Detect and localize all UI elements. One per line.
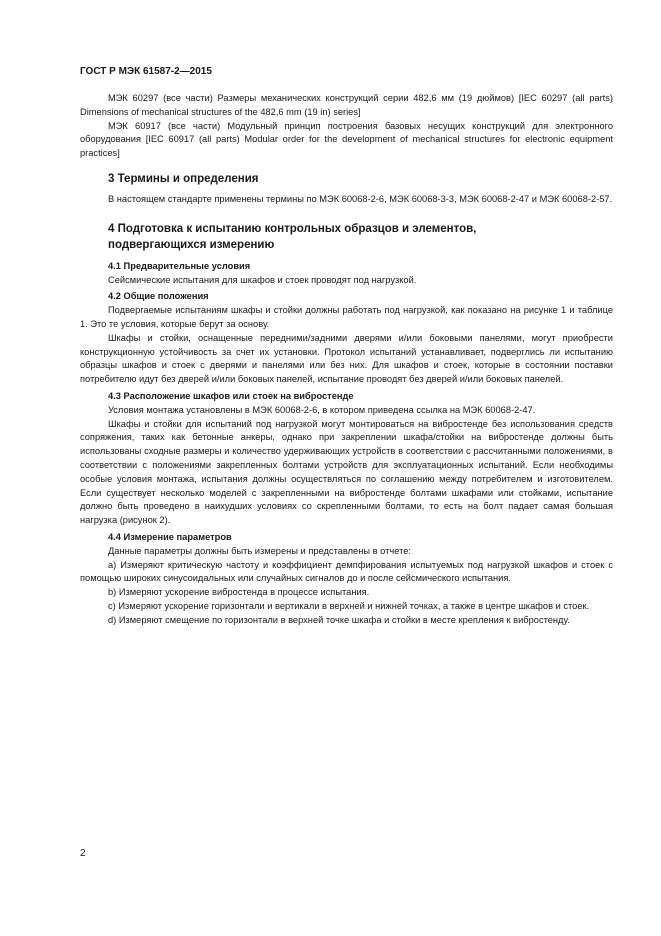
section-3-heading: 3 Термины и определения xyxy=(108,172,259,185)
list-item: d) Измеряют смещение по горизонтали в верхней точке шкафа и стойки в месте крепления к вибростенду. xyxy=(108,614,570,625)
page-number: 2 xyxy=(80,848,86,859)
section-4-heading xyxy=(80,221,613,253)
section-4-4-heading: 4.4 Измерение параметров xyxy=(108,531,232,542)
section-4-heading-line1: 4 Подготовка к испытанию контрольных образцов и элементов, xyxy=(108,222,477,235)
list-item: b) Измеряют ускорение вибростенда в процессе испытания. xyxy=(108,587,370,598)
reference-iec-60917: МЭК 60917 (все части) Модульный принцип построения базовых несущих конструкций для электронного оборудования [IEC 60917 (all parts) Modular order for the development of mechanical structures for electronic equipment practices] xyxy=(80,120,613,159)
section-4-4-intro: Данные параметры должны быть измерены и представлены в отчете: xyxy=(108,545,411,556)
section-4-3-heading: 4.3 Расположение шкафов или стоек на вибростенде xyxy=(108,390,354,401)
section-4-2-heading: 4.2 Общие положения xyxy=(108,291,209,302)
section-4-1-text: Сейсмические испытания для шкафов и стоек проводят под нагрузкой. xyxy=(108,274,417,285)
list-item: а) Измеряют критическую частоту и коэффициент демпфирования испытуемых под нагрузкой шкафов и стоек с помощью широких синусоидальных или случайных сигналов до и после сейсмического испытания. xyxy=(80,559,613,584)
section-3-text: В настоящем стандарте применены термины по МЭК 60068-2-6, МЭК 60068-3-3, МЭК 60068-2-47 и МЭК 60068-2-57. xyxy=(108,193,613,204)
list-item: c) Измеряют ускорение горизонтали и вертикали в верхней и нижней точках, а также в центре шкафов и стоек. xyxy=(108,600,590,611)
reference-iec-60297: МЭК 60297 (все части) Размеры механических конструкций серии 482,6 мм (19 дюймов) [IEC 60297 (all parts) Dimensions of mechanical structures of the 482,6 mm (19 in) series] xyxy=(80,93,613,117)
section-4-2-paragraph: Подвергаемые испытаниям шкафы и стойки должны работать под нагрузкой, как показано на рисунке 1 и таблице 1. Это те условия, которые берут за основу. xyxy=(80,305,613,329)
section-4-heading-line2: подвергающихся измерению xyxy=(108,238,275,251)
page-content xyxy=(80,92,613,628)
section-4-2-paragraph: Шкафы и стойки, оснащенные передними/задними дверями и/или боковыми панелями, могут приобрести конструкционную устойчивость за счет их установки. Протокол испытаний устанавливает, подверглись ли испытанию образцы шкафов и стоек с дверями и панелями или без них. Для шкафов и стоек, которые в состоянии поставки потребителю идут без дверей и/или боковых панелей, испытание проводят без дверей и/или боковых панелей. xyxy=(80,332,613,385)
section-4-3-paragraph: Условия монтажа установлены в МЭК 60068-2-6, в котором приведена ссылка на МЭК 60068-2-47. xyxy=(108,404,536,415)
document-header: ГОСТ Р МЭК 61587-2—2015 xyxy=(80,66,212,77)
section-4-1-heading: 4.1 Предварительные условия xyxy=(108,260,251,271)
section-4-3-paragraph: Шкафы и стойки для испытаний под нагрузкой могут монтироваться на вибростенде без использования средств сопряжения, таких как бетонные анкеры, однако при закреплении шкафа/стойки на вибростенде должны быть использованы сходные размеры и количество удерживающих устройств в соответствии с рассчитанными положениями, в соответствии с положениями закрепленных болтами устройств для эксплуатационных испытаний. Если необходимы особые условия монтажа, испытания должны осуществляться по соглашению между потребителем и изготовителем. Если существует несколько моделей с закрепленными на вибростенде болтами шкафами или стойками, испытание должно быть проведено в наихудших условиях со скрепленными болтами, то есть на болт падает самая большая нагрузка (рисунок 2). xyxy=(80,418,613,526)
